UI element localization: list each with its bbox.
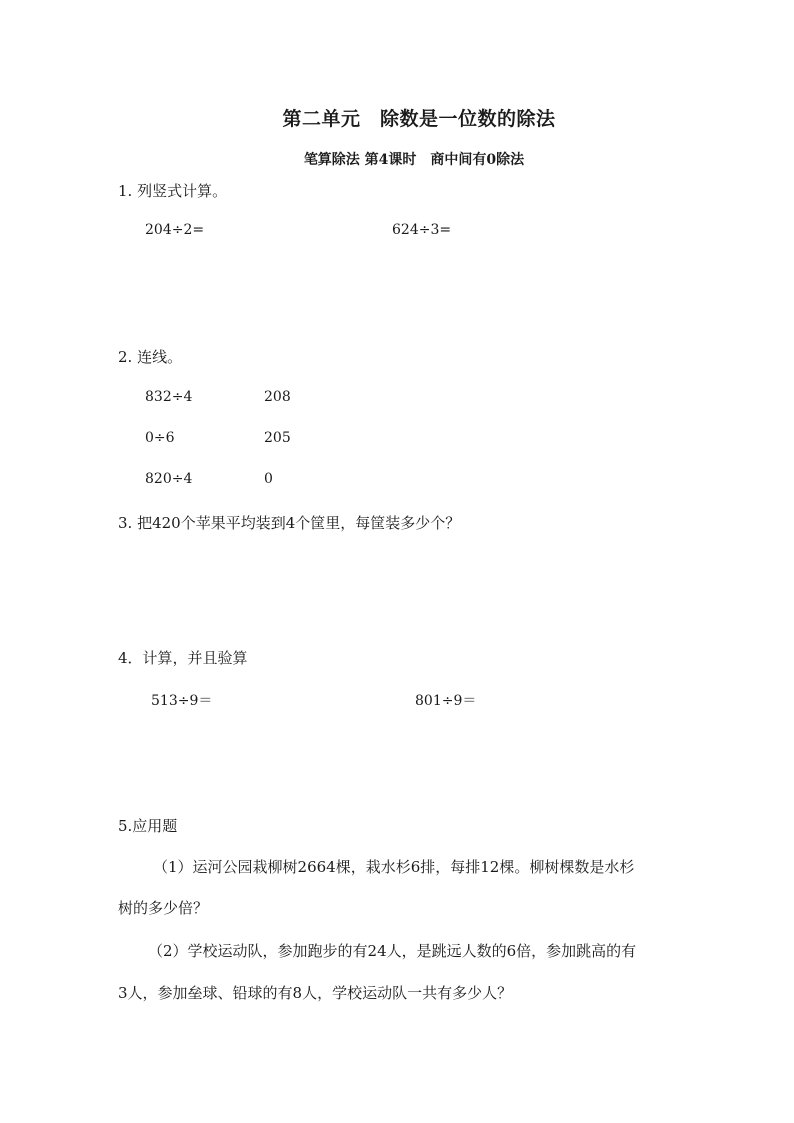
word-problem-1-line-1: （1）运河公园栽柳树2664棵，栽水杉6排，每排12棵。柳树棵数是水杉 (153, 858, 635, 876)
match-right-item-1: 208 (264, 389, 291, 405)
word-problem-2-line-2: 3人，参加垒球、铅球的有8人，学校运动队一共有多少人？ (118, 984, 513, 1002)
word-problem-2-line-1: （2）学校运动队，参加跑步的有24人，是跳远人数的6倍，参加跳高的有 (148, 942, 637, 960)
match-right-item-2: 205 (264, 430, 291, 446)
q4-item-1: 513÷9＝ (151, 693, 213, 709)
match-right-item-3: 0 (264, 471, 273, 487)
question-3-heading: 3. 把420个苹果平均装到4个筐里，每筐装多少个？ (118, 514, 461, 532)
word-problem-1-line-2: 树的多少倍？ (118, 899, 209, 917)
q1-item-2: 624÷3= (392, 222, 452, 238)
match-left-item-1: 832÷4 (145, 389, 193, 405)
q4-item-2: 801÷9＝ (415, 693, 477, 709)
question-1-heading: 1. 列竖式计算。 (118, 182, 228, 200)
question-2-heading: 2. 连线。 (118, 348, 183, 366)
match-left-item-2: 0÷6 (145, 430, 175, 446)
match-left-item-3: 820÷4 (145, 471, 193, 487)
lesson-subtitle: 笔算除法 第4课时 商中间有0除法 (303, 152, 525, 168)
page-title: 第二单元 除数是一位数的除法 (282, 108, 556, 130)
q1-item-1: 204÷2= (145, 222, 205, 238)
question-5-heading: 5.应用题 (118, 817, 178, 835)
question-4-heading: 4．计算，并且验算 (118, 649, 248, 667)
